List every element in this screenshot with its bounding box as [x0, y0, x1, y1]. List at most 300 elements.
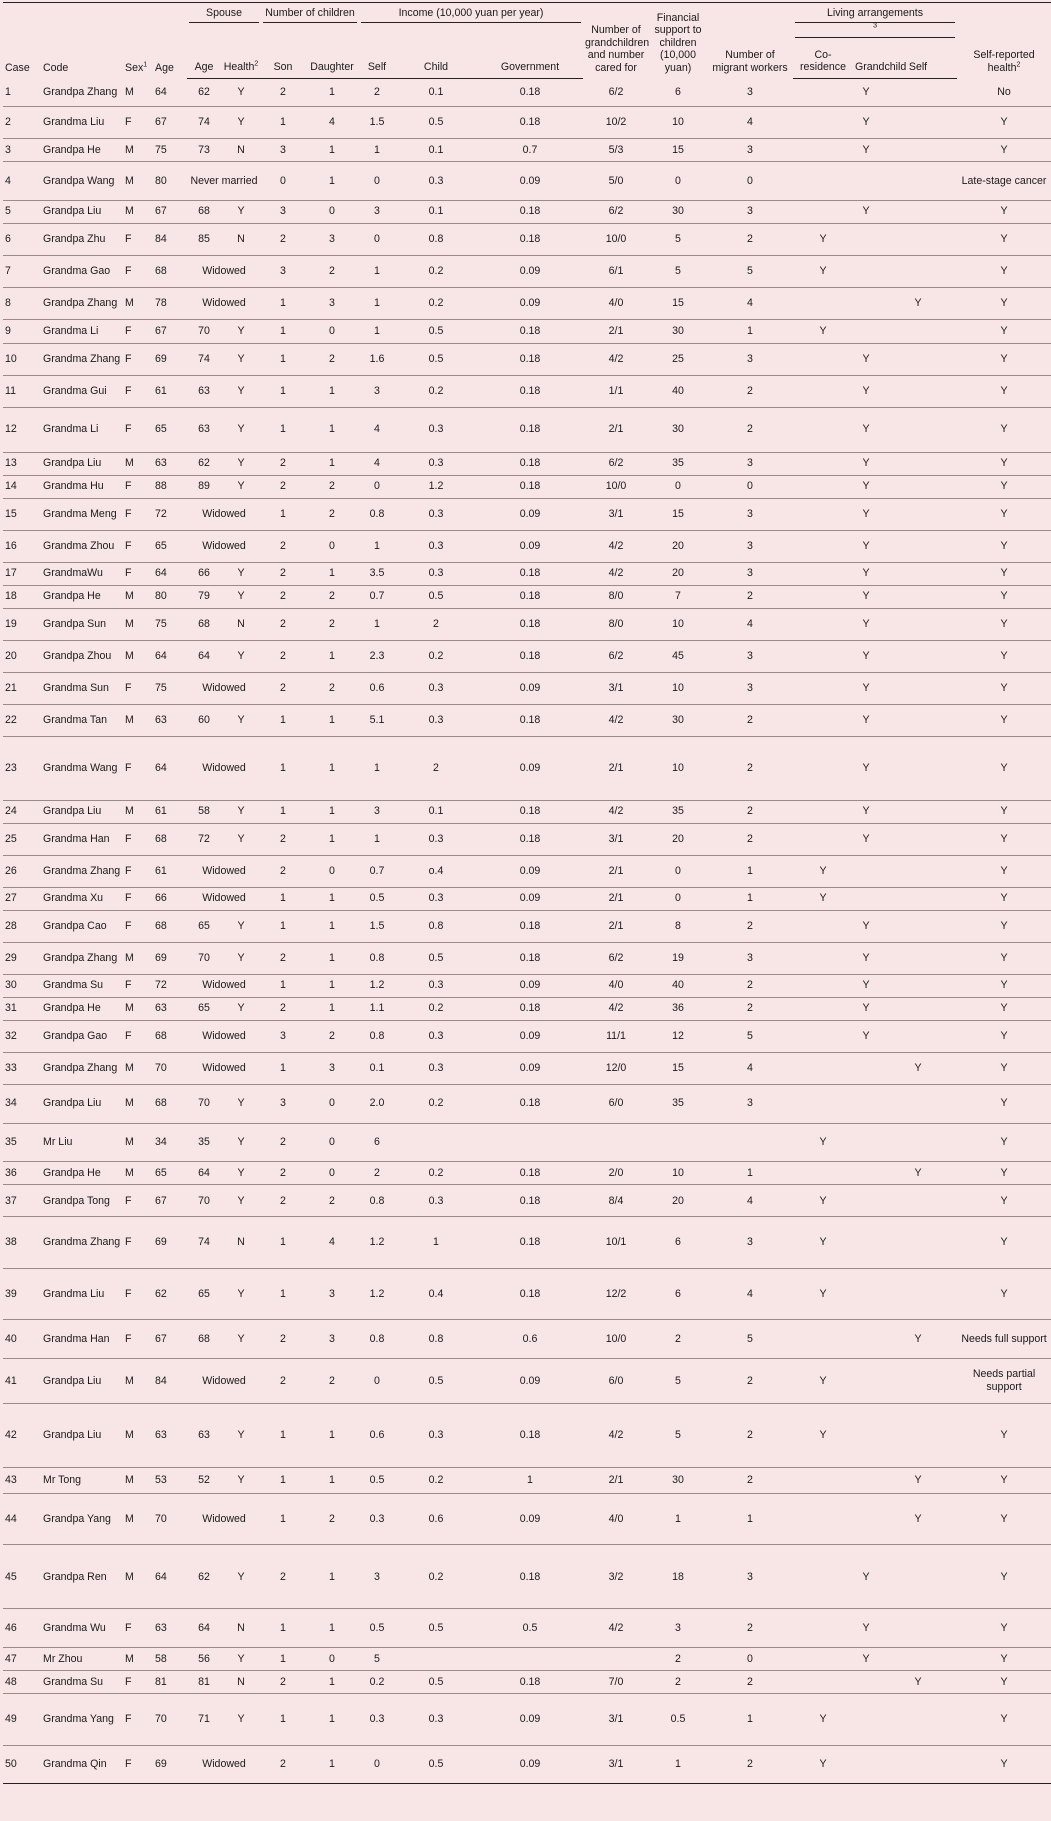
- cell-migrant-workers: 4: [707, 1185, 793, 1217]
- cell-spouse-health: Y: [221, 640, 261, 672]
- cell-financial-support: 36: [649, 997, 707, 1020]
- cell-spouse-status: Widowed: [187, 1494, 261, 1545]
- cell-sex: M: [123, 1545, 153, 1609]
- table-row: [3, 672, 1051, 704]
- cell-financial-support: 10: [649, 736, 707, 800]
- cell-spouse-age: 85: [187, 223, 221, 255]
- table-row: [3, 319, 1051, 343]
- cell-income-child: 0.3: [395, 704, 477, 736]
- cell-grandchild: Y: [853, 139, 879, 162]
- cell-daughter: 4: [305, 107, 359, 139]
- cell-income-child: o.4: [395, 855, 477, 887]
- cell-case: 31: [3, 997, 41, 1020]
- cell-son: 1: [261, 1694, 305, 1745]
- cell-age: 64: [153, 79, 187, 107]
- cell-spouse-status: Widowed: [187, 255, 261, 287]
- cell-self-reported-health: Y: [957, 800, 1051, 823]
- cell-income-child: 0.1: [395, 200, 477, 223]
- cell-son: 1: [261, 498, 305, 530]
- cell-self-living: Y: [879, 287, 957, 319]
- cell-son: 1: [261, 974, 305, 997]
- cell-income-self: 1: [359, 608, 395, 640]
- cell-grandchildren: 4/0: [583, 287, 649, 319]
- cell-case: 21: [3, 672, 41, 704]
- cell-financial-support: 30: [649, 200, 707, 223]
- cell-income-government: 0.18: [477, 800, 583, 823]
- table-header: [3, 3, 1051, 79]
- cell-co-residence: [793, 1609, 853, 1648]
- cell-daughter: 1: [305, 162, 359, 201]
- table-row: [3, 223, 1051, 255]
- cell-migrant-workers: 3: [707, 1084, 793, 1123]
- cell-case: 39: [3, 1268, 41, 1319]
- header-spouse-age: Age: [187, 43, 221, 79]
- cell-co-residence: [793, 1545, 853, 1609]
- cell-grandchildren: 1/1: [583, 375, 649, 407]
- cell-grandchildren: 4/0: [583, 974, 649, 997]
- cell-income-government: 0.09: [477, 1052, 583, 1084]
- cell-income-child: 0.6: [395, 1494, 477, 1545]
- cell-spouse-health: Y: [221, 200, 261, 223]
- cell-grandchild: Y: [853, 530, 879, 562]
- cell-case: 37: [3, 1185, 41, 1217]
- cell-daughter: 1: [305, 1609, 359, 1648]
- cell-grandchild: Y: [853, 1609, 879, 1648]
- cell-spouse-health: Y: [221, 1694, 261, 1745]
- cell-migrant-workers: 1: [707, 887, 793, 910]
- cell-sex: M: [123, 1084, 153, 1123]
- cell-grandchild: [853, 1185, 879, 1217]
- cell-age: 68: [153, 823, 187, 855]
- header-financial-support: Financial support to children (10,000 yuan): [649, 3, 707, 79]
- cell-son: 1: [261, 1217, 305, 1268]
- cell-case: 36: [3, 1162, 41, 1185]
- cell-self-reported-health: Y: [957, 1545, 1051, 1609]
- cell-grandchild: Y: [853, 704, 879, 736]
- cell-self-reported-health: Y: [957, 287, 1051, 319]
- cell-self-living: [879, 319, 957, 343]
- cell-son: 2: [261, 1671, 305, 1694]
- cell-migrant-workers: 1: [707, 319, 793, 343]
- cell-grandchild: [853, 1745, 879, 1784]
- cell-income-child: 0.3: [395, 672, 477, 704]
- cell-spouse-age: 63: [187, 407, 221, 452]
- cell-age: 64: [153, 640, 187, 672]
- header-grandchild: Grandchild: [853, 43, 879, 79]
- cell-self-reported-health: Y: [957, 1020, 1051, 1052]
- cell-income-child: 0.1: [395, 800, 477, 823]
- cell-income-self: 0.7: [359, 855, 395, 887]
- cell-daughter: 1: [305, 997, 359, 1020]
- cell-son: 2: [261, 1185, 305, 1217]
- cell-daughter: 2: [305, 585, 359, 608]
- cell-case: 47: [3, 1648, 41, 1671]
- header-self-reported-health: Self-reported health$^2$: [957, 3, 1051, 79]
- cell-code: Grandpa Yang: [41, 1494, 123, 1545]
- cell-grandchildren: 10/2: [583, 107, 649, 139]
- cell-financial-support: 30: [649, 704, 707, 736]
- cell-grandchild: Y: [853, 375, 879, 407]
- table-row: [3, 498, 1051, 530]
- cell-migrant-workers: 2: [707, 704, 793, 736]
- cell-spouse-age: 74: [187, 1217, 221, 1268]
- cell-self-living: [879, 1084, 957, 1123]
- cell-grandchildren: 4/2: [583, 343, 649, 375]
- table-row: [3, 1745, 1051, 1784]
- cell-daughter: 3: [305, 1320, 359, 1359]
- cell-grandchild: Y: [853, 1648, 879, 1671]
- cell-daughter: 1: [305, 139, 359, 162]
- table-row: [3, 997, 1051, 1020]
- cell-income-self: 1: [359, 823, 395, 855]
- table-row: [3, 942, 1051, 974]
- cell-case: 48: [3, 1671, 41, 1694]
- cell-grandchildren: 6/2: [583, 942, 649, 974]
- cell-self-reported-health: Y: [957, 1268, 1051, 1319]
- cell-sex: F: [123, 319, 153, 343]
- cell-self-reported-health: Y: [957, 736, 1051, 800]
- cell-age: 72: [153, 498, 187, 530]
- cell-grandchildren: 6/2: [583, 640, 649, 672]
- cell-migrant-workers: 2: [707, 1609, 793, 1648]
- cell-son: 1: [261, 1609, 305, 1648]
- cell-age: 61: [153, 375, 187, 407]
- cell-grandchild: Y: [853, 942, 879, 974]
- cell-self-living: [879, 139, 957, 162]
- cell-self-reported-health: Y: [957, 608, 1051, 640]
- cell-age: 66: [153, 887, 187, 910]
- cell-sex: M: [123, 162, 153, 201]
- cell-age: 63: [153, 452, 187, 475]
- cell-migrant-workers: 3: [707, 139, 793, 162]
- cell-income-child: 0.3: [395, 452, 477, 475]
- cell-sex: M: [123, 585, 153, 608]
- cell-spouse-status: Widowed: [187, 530, 261, 562]
- cell-self-living: [879, 343, 957, 375]
- cell-spouse-age: 35: [187, 1123, 221, 1162]
- header-migrant-workers: Number of migrant workers: [707, 3, 793, 79]
- cell-case: 35: [3, 1123, 41, 1162]
- cell-grandchildren: [583, 1648, 649, 1671]
- cell-self-reported-health: Y: [957, 1123, 1051, 1162]
- cell-daughter: 1: [305, 407, 359, 452]
- cell-income-child: 0.2: [395, 287, 477, 319]
- cell-self-reported-health: Needs partial support: [957, 1358, 1051, 1403]
- cell-daughter: 0: [305, 1162, 359, 1185]
- cell-co-residence: Y: [793, 1358, 853, 1403]
- cell-case: 7: [3, 255, 41, 287]
- table-row: [3, 200, 1051, 223]
- cell-self-living: [879, 910, 957, 942]
- cell-migrant-workers: 3: [707, 640, 793, 672]
- cell-age: 63: [153, 704, 187, 736]
- cell-co-residence: Y: [793, 319, 853, 343]
- cell-income-child: 0.2: [395, 1162, 477, 1185]
- cell-financial-support: 30: [649, 1467, 707, 1493]
- cell-income-child: 0.3: [395, 1052, 477, 1084]
- cell-financial-support: 30: [649, 407, 707, 452]
- cell-son: 3: [261, 1084, 305, 1123]
- cell-self-living: [879, 640, 957, 672]
- cell-son: 1: [261, 1494, 305, 1545]
- cell-spouse-health: Y: [221, 942, 261, 974]
- cell-spouse-status: Widowed: [187, 974, 261, 997]
- cell-grandchild: [853, 1123, 879, 1162]
- table-row: [3, 407, 1051, 452]
- cell-code: Grandpa Zhang: [41, 79, 123, 107]
- cell-son: 2: [261, 1745, 305, 1784]
- cell-income-self: 0.8: [359, 942, 395, 974]
- cell-income-government: 0.18: [477, 343, 583, 375]
- cell-migrant-workers: [707, 1123, 793, 1162]
- cell-financial-support: 10: [649, 608, 707, 640]
- cell-spouse-health: N: [221, 1671, 261, 1694]
- cell-self-living: [879, 1123, 957, 1162]
- cell-case: 5: [3, 200, 41, 223]
- cell-grandchildren: 4/2: [583, 704, 649, 736]
- cell-grandchild: Y: [853, 800, 879, 823]
- cell-self-reported-health: Y: [957, 139, 1051, 162]
- cell-age: 68: [153, 255, 187, 287]
- table-row: [3, 736, 1051, 800]
- table-row: [3, 855, 1051, 887]
- cell-son: 2: [261, 672, 305, 704]
- cell-income-child: 1.2: [395, 475, 477, 498]
- cell-code: Grandma Wang: [41, 736, 123, 800]
- cell-co-residence: [793, 1671, 853, 1694]
- cell-sex: M: [123, 139, 153, 162]
- cell-code: Mr Liu: [41, 1123, 123, 1162]
- cell-income-government: 0.18: [477, 1162, 583, 1185]
- cell-spouse-health: Y: [221, 1648, 261, 1671]
- cell-spouse-status: Widowed: [187, 1052, 261, 1084]
- cell-income-child: 0.3: [395, 823, 477, 855]
- cell-self-reported-health: Y: [957, 1671, 1051, 1694]
- cell-migrant-workers: 3: [707, 672, 793, 704]
- cell-sex: M: [123, 997, 153, 1020]
- cell-case: 1: [3, 79, 41, 107]
- cell-income-child: 0.2: [395, 1084, 477, 1123]
- cell-income-government: 0.18: [477, 79, 583, 107]
- cell-self-living: [879, 530, 957, 562]
- header-son: Son: [261, 43, 305, 79]
- cell-age: 63: [153, 1403, 187, 1467]
- cell-sex: M: [123, 1052, 153, 1084]
- cell-son: 2: [261, 475, 305, 498]
- cell-income-self: 3: [359, 375, 395, 407]
- cell-financial-support: 6: [649, 1268, 707, 1319]
- table-row: [3, 1694, 1051, 1745]
- cell-co-residence: Y: [793, 1268, 853, 1319]
- cell-spouse-health: Y: [221, 1545, 261, 1609]
- cell-income-government: 0.18: [477, 823, 583, 855]
- cell-income-child: 0.3: [395, 498, 477, 530]
- cell-income-self: 0: [359, 162, 395, 201]
- cell-income-child: 0.3: [395, 162, 477, 201]
- cell-case: 23: [3, 736, 41, 800]
- cell-code: Grandma Xu: [41, 887, 123, 910]
- cell-income-government: [477, 1648, 583, 1671]
- cell-grandchildren: 2/1: [583, 407, 649, 452]
- cell-case: 41: [3, 1358, 41, 1403]
- table-row: [3, 375, 1051, 407]
- cell-co-residence: Y: [793, 855, 853, 887]
- cell-self-reported-health: Y: [957, 887, 1051, 910]
- cell-income-self: 0.5: [359, 1467, 395, 1493]
- cell-code: Grandma Zhang: [41, 1217, 123, 1268]
- cell-grandchildren: 6/0: [583, 1358, 649, 1403]
- cell-grandchildren: 8/0: [583, 585, 649, 608]
- cell-case: 8: [3, 287, 41, 319]
- cell-co-residence: [793, 407, 853, 452]
- cell-grandchildren: 2/1: [583, 736, 649, 800]
- table-row: [3, 1052, 1051, 1084]
- cell-case: 27: [3, 887, 41, 910]
- cell-case: 6: [3, 223, 41, 255]
- cell-self-reported-health: Y: [957, 1467, 1051, 1493]
- cell-sex: F: [123, 887, 153, 910]
- cell-sex: M: [123, 1467, 153, 1493]
- cell-self-reported-health: Y: [957, 1185, 1051, 1217]
- cell-case: 30: [3, 974, 41, 997]
- cell-income-child: 0.5: [395, 1358, 477, 1403]
- cell-financial-support: 35: [649, 452, 707, 475]
- cell-sex: M: [123, 1648, 153, 1671]
- table-row: [3, 255, 1051, 287]
- header-daughter: Daughter: [305, 43, 359, 79]
- cell-income-self: 0.8: [359, 1185, 395, 1217]
- cell-migrant-workers: 3: [707, 1545, 793, 1609]
- cell-grandchildren: 11/1: [583, 1020, 649, 1052]
- table-row: [3, 974, 1051, 997]
- cell-grandchildren: 5/3: [583, 139, 649, 162]
- cell-income-government: 0.18: [477, 223, 583, 255]
- cell-self-living: [879, 475, 957, 498]
- cell-income-self: 0: [359, 1358, 395, 1403]
- cell-self-reported-health: Y: [957, 475, 1051, 498]
- cell-migrant-workers: 1: [707, 1162, 793, 1185]
- header-spouse: Spouse: [187, 3, 261, 44]
- cell-grandchildren: 10/0: [583, 475, 649, 498]
- cell-income-child: 1: [395, 1217, 477, 1268]
- cell-income-child: 0.2: [395, 1545, 477, 1609]
- cell-son: 1: [261, 407, 305, 452]
- cell-financial-support: 0: [649, 887, 707, 910]
- cell-age: 34: [153, 1123, 187, 1162]
- cell-age: 69: [153, 343, 187, 375]
- cell-migrant-workers: 3: [707, 200, 793, 223]
- cell-spouse-health: Y: [221, 585, 261, 608]
- cell-co-residence: [793, 1494, 853, 1545]
- cell-sex: F: [123, 107, 153, 139]
- cell-grandchild: [853, 855, 879, 887]
- table-row: [3, 910, 1051, 942]
- cell-son: 2: [261, 1320, 305, 1359]
- cell-spouse-health: Y: [221, 800, 261, 823]
- cell-migrant-workers: 3: [707, 452, 793, 475]
- table-row: [3, 1217, 1051, 1268]
- cell-income-self: 0.7: [359, 585, 395, 608]
- cell-self-living: Y: [879, 1467, 957, 1493]
- cell-self-reported-health: Y: [957, 997, 1051, 1020]
- cell-co-residence: [793, 704, 853, 736]
- table-row: [3, 343, 1051, 375]
- cell-sex: M: [123, 1358, 153, 1403]
- cell-income-self: 1.1: [359, 997, 395, 1020]
- cell-income-government: [477, 1123, 583, 1162]
- table-row: [3, 1648, 1051, 1671]
- cell-daughter: 1: [305, 974, 359, 997]
- cell-grandchildren: 2/1: [583, 887, 649, 910]
- cell-spouse-health: N: [221, 139, 261, 162]
- cell-son: 3: [261, 1020, 305, 1052]
- cell-code: Grandpa Liu: [41, 800, 123, 823]
- cell-grandchildren: 6/2: [583, 200, 649, 223]
- cell-income-child: 0.1: [395, 139, 477, 162]
- cell-self-living: [879, 162, 957, 201]
- cell-spouse-status: Widowed: [187, 287, 261, 319]
- header-sex: Sex$^1$: [123, 3, 153, 79]
- cell-son: 1: [261, 736, 305, 800]
- cell-code: Grandma Qin: [41, 1745, 123, 1784]
- table-row: [3, 1609, 1051, 1648]
- cell-income-government: 0.18: [477, 910, 583, 942]
- cell-age: 70: [153, 1052, 187, 1084]
- cell-case: 11: [3, 375, 41, 407]
- header-income-self: Self: [359, 43, 395, 79]
- header-income-government: Government: [477, 43, 583, 79]
- cell-case: 26: [3, 855, 41, 887]
- cell-case: 32: [3, 1020, 41, 1052]
- header-income-child: Child: [395, 43, 477, 79]
- cell-grandchild: Y: [853, 452, 879, 475]
- elderly-cases-table: [3, 2, 1051, 1784]
- cell-self-living: [879, 855, 957, 887]
- cell-income-child: 0.5: [395, 585, 477, 608]
- cell-spouse-age: 70: [187, 319, 221, 343]
- cell-case: 33: [3, 1052, 41, 1084]
- cell-spouse-age: 64: [187, 640, 221, 672]
- cell-co-residence: Y: [793, 1217, 853, 1268]
- cell-grandchild: Y: [853, 1545, 879, 1609]
- cell-daughter: 1: [305, 375, 359, 407]
- cell-code: Grandma Zhang: [41, 343, 123, 375]
- cell-income-child: 0.2: [395, 375, 477, 407]
- cell-grandchildren: 4/2: [583, 1403, 649, 1467]
- cell-spouse-status: Widowed: [187, 1020, 261, 1052]
- cell-daughter: 1: [305, 1694, 359, 1745]
- cell-migrant-workers: 2: [707, 585, 793, 608]
- cell-spouse-age: 68: [187, 608, 221, 640]
- cell-co-residence: [793, 1467, 853, 1493]
- table-row: [3, 562, 1051, 585]
- cell-co-residence: [793, 997, 853, 1020]
- cell-sex: M: [123, 79, 153, 107]
- cell-age: 67: [153, 107, 187, 139]
- cell-income-self: 5: [359, 1648, 395, 1671]
- cell-age: 81: [153, 1671, 187, 1694]
- cell-income-self: 1: [359, 530, 395, 562]
- cell-self-living: Y: [879, 1494, 957, 1545]
- cell-income-child: 0.8: [395, 223, 477, 255]
- cell-spouse-status: Widowed: [187, 887, 261, 910]
- cell-spouse-health: Y: [221, 319, 261, 343]
- cell-son: 3: [261, 255, 305, 287]
- cell-grandchildren: 4/2: [583, 562, 649, 585]
- cell-code: Grandma Zhou: [41, 530, 123, 562]
- cell-financial-support: 10: [649, 107, 707, 139]
- cell-income-self: 0.8: [359, 1320, 395, 1359]
